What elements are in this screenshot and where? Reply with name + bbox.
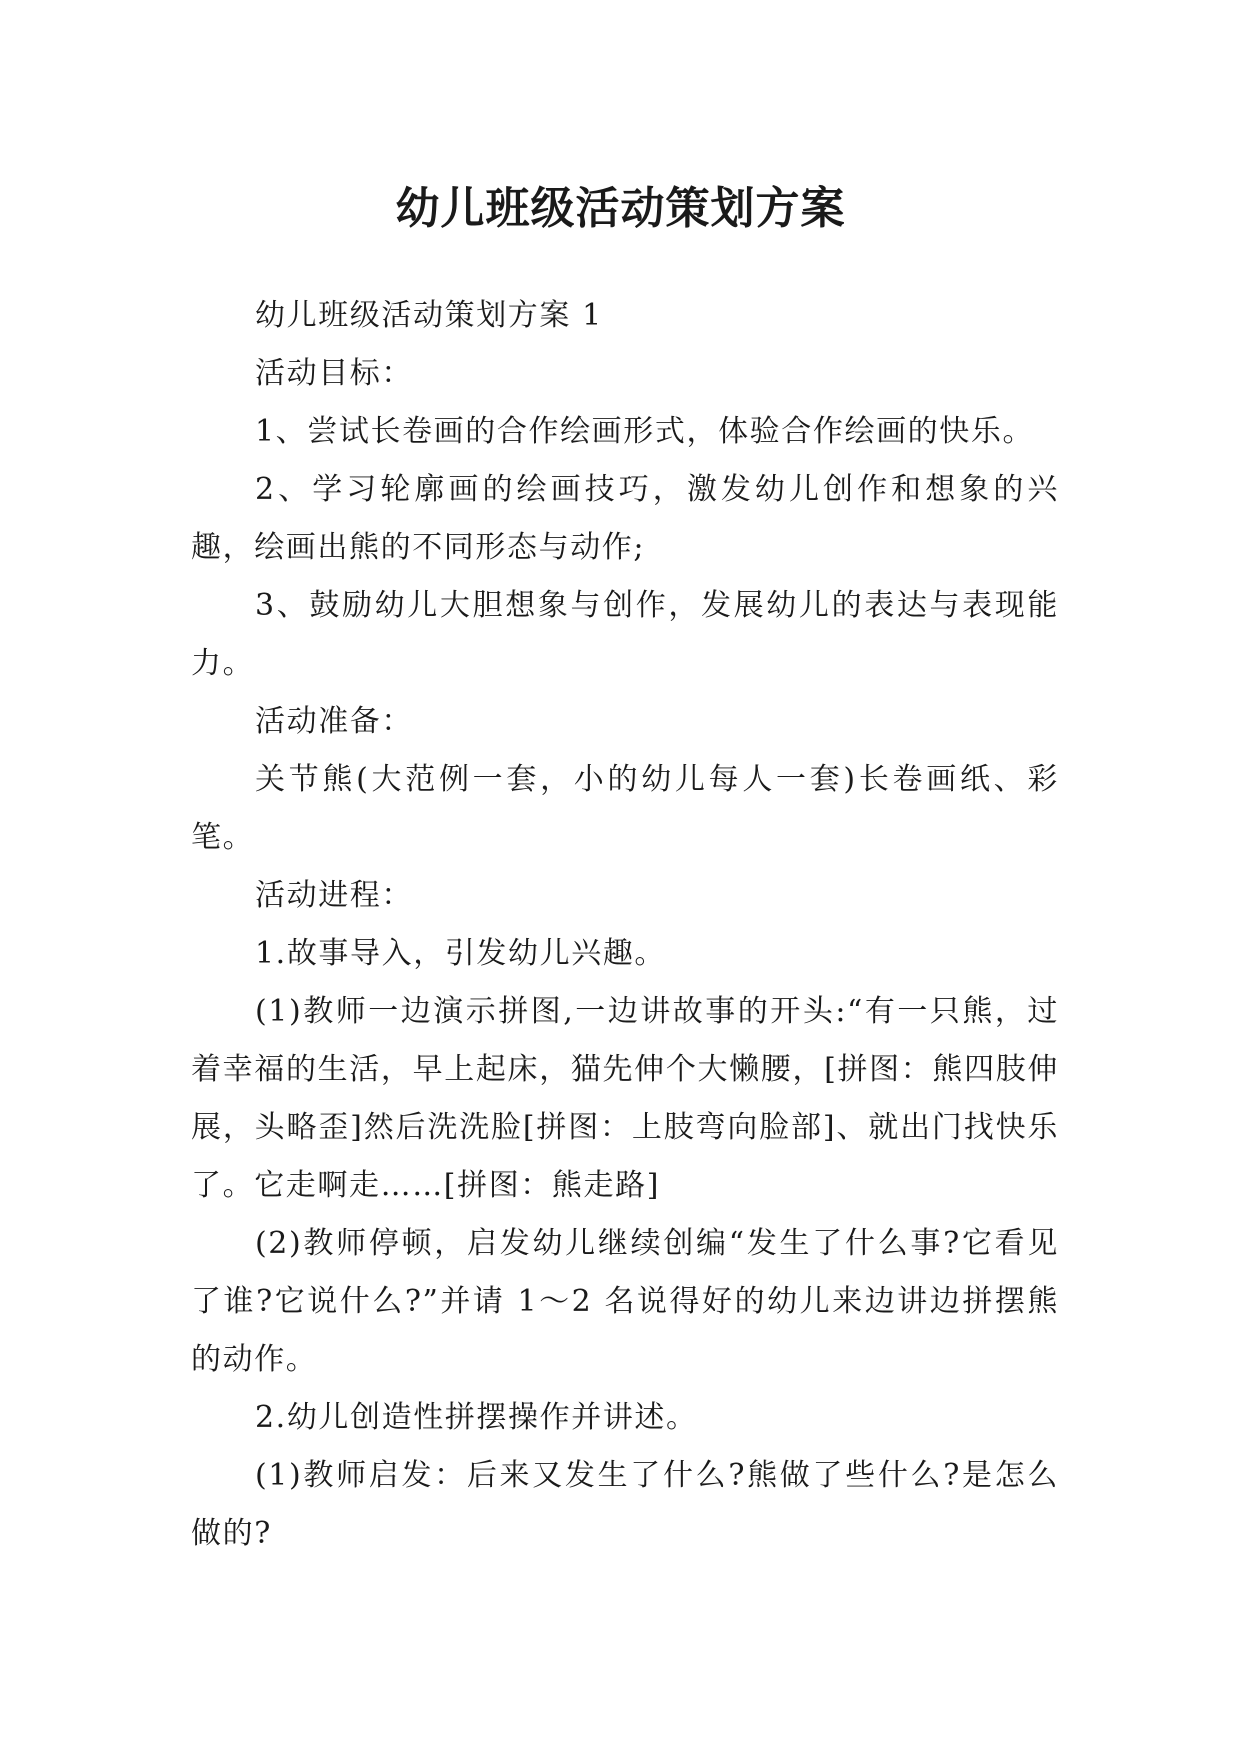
paragraph-step-1-2: (2)教师停顿，启发幼儿继续创编“发生了什么事?它看见了谁?它说什么?”并请 1～2 名说得好的幼儿来边讲边拼摆熊的动作。: [191, 1226, 1059, 1377]
paragraph-step-2: 2.幼儿创造性拼摆操作并讲述。: [255, 1400, 698, 1435]
paragraph-goal-3: 3、鼓励幼儿大胆想象与创作，发展幼儿的表达与表现能力。: [191, 588, 1059, 681]
document-body: [191, 287, 1059, 1563]
paragraph-step-1-1: (1)教师一边演示拼图,一边讲故事的开头:“有一只熊，过着幸福的生活，早上起床，猫先伸个大懒腰，[拼图：熊四肢伸展，头略歪]然后洗洗脸[拼图：上肢弯向脸部]、就出门找快乐了。它走啊走……[拼图：熊走路]: [191, 994, 1059, 1203]
paragraph-section-heading: 幼儿班级活动策划方案 1: [255, 298, 603, 333]
paragraph-preparation-materials: 关节熊(大范例一套，小的幼儿每人一套)长卷画纸、彩笔。: [191, 762, 1059, 855]
paragraph-goals-heading: 活动目标：: [255, 356, 413, 391]
document-title: 幼儿班级活动策划方案: [395, 183, 846, 235]
paragraph-preparation-heading: 活动准备：: [255, 704, 413, 739]
paragraph-goal-2: 2、学习轮廓画的绘画技巧，激发幼儿创作和想象的兴趣，绘画出熊的不同形态与动作;: [191, 472, 1059, 565]
paragraph-step-1: 1.故事导入，引发幼儿兴趣。: [255, 936, 667, 971]
paragraph-goal-1: 1、尝试长卷画的合作绘画形式，体验合作绘画的快乐。: [255, 414, 1035, 449]
paragraph-process-heading: 活动进程：: [255, 878, 413, 913]
paragraph-step-2-1: (1)教师启发：后来又发生了什么?熊做了些什么?是怎么做的?: [191, 1458, 1059, 1551]
